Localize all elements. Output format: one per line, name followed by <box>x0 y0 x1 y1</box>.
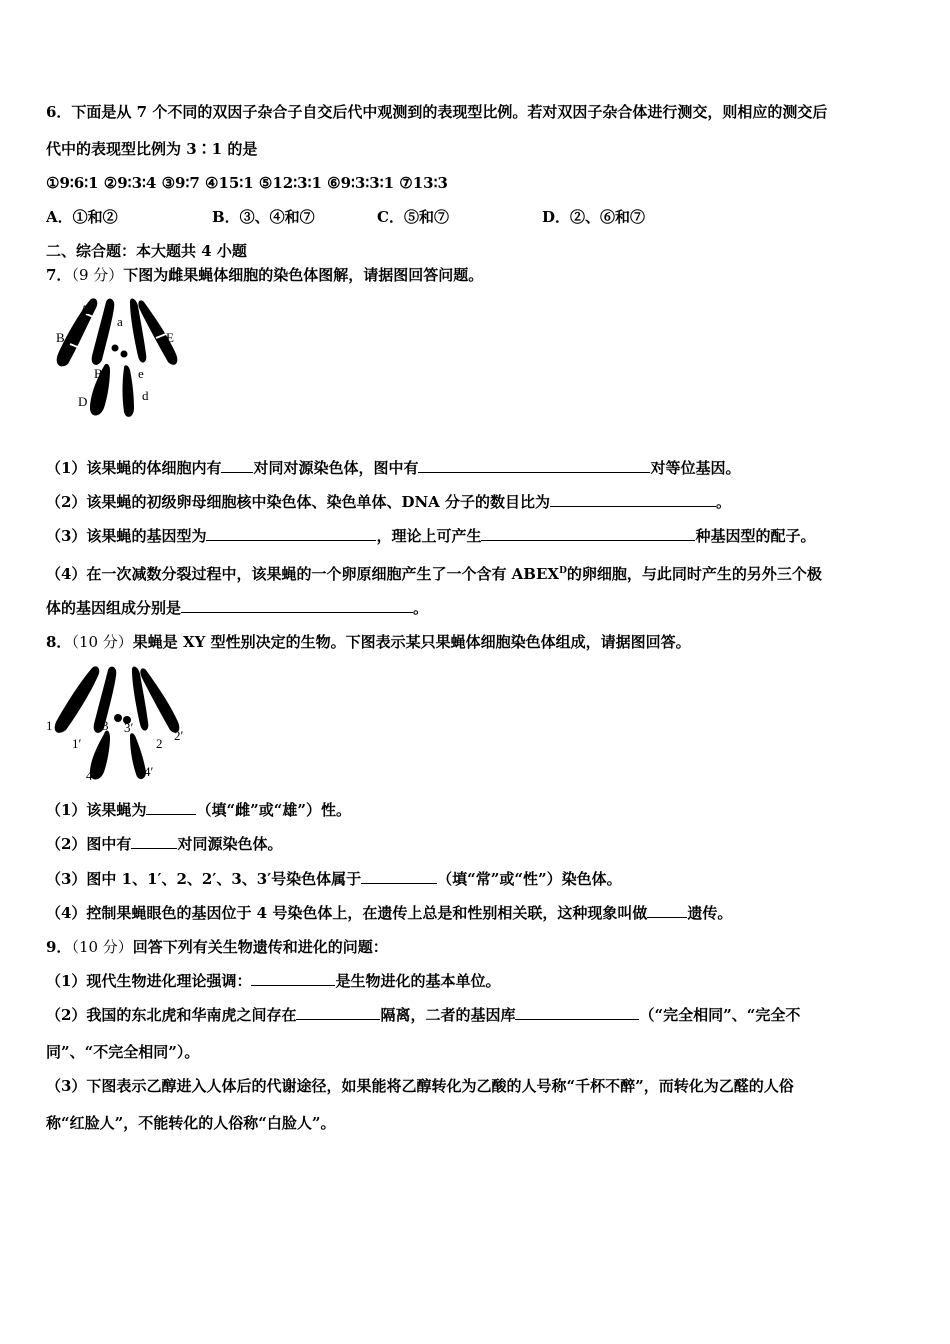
q6-ratios: ①9∶6∶1 ②9∶3∶4 ③9∶7 ④15∶1 ⑤12∶3∶1 ⑥9∶3∶3∶1 ⑦13∶3 <box>46 174 448 192</box>
answer-blank[interactable] <box>221 458 253 473</box>
label-2-prime: 2′ <box>174 728 184 743</box>
label-1-prime: 1′ <box>72 736 82 751</box>
label-B-left: B <box>56 330 65 345</box>
q9-number: 9． <box>46 938 72 956</box>
label-d: d <box>142 388 149 403</box>
answer-blank[interactable] <box>647 903 687 918</box>
answer-blank[interactable] <box>361 869 437 884</box>
answer-blank[interactable] <box>131 834 177 849</box>
q9-sub3-line1: （3）下图表示乙醇进入人体后的代谢途径，如果能将乙醇转化为乙酸的人号称“千杯不醉”，而转化为乙醛的人俗 <box>46 1077 794 1095</box>
q9-sub2-line1: （2）我国的东北虎和华南虎之间存在 隔离，二者的基因库 （“完全相同”、“完全不 <box>46 1006 801 1024</box>
label-e: e <box>138 366 144 381</box>
q8-sub1: （1）该果蝇为 （填“雌”或“雄”）性。 <box>46 801 351 819</box>
chromosome-1 <box>55 666 100 732</box>
q7-stem <box>46 265 483 285</box>
q7-sub1: （1）该果蝇的体细胞内有 对同对源染色体，图中有 对等位基因。 <box>46 459 741 477</box>
label-A: A <box>80 302 90 317</box>
label-3: 3 <box>102 718 109 733</box>
q9-points: （10 分） <box>71 938 133 956</box>
q8-sub4: （4）控制果蝇眼色的基因位于 4 号染色体上，在遗传上总是和性别相关联，这种现象叫做 遗传。 <box>46 904 733 922</box>
answer-blank[interactable] <box>550 492 716 507</box>
label-B-mid: B <box>94 366 103 381</box>
label-1: 1 <box>46 718 53 733</box>
answer-blank[interactable] <box>146 800 196 815</box>
chromosome-dot-1 <box>112 345 119 352</box>
chromosome-dot-2 <box>121 351 128 358</box>
chromosome-3 <box>114 714 122 722</box>
label-3-prime: 3′ <box>124 720 134 735</box>
answer-blank[interactable] <box>481 526 695 541</box>
q8-chromosome-figure <box>44 664 194 788</box>
q8-number: 8． <box>46 633 72 651</box>
label-4: 4 <box>86 768 93 783</box>
label-D: D <box>78 394 88 409</box>
q9-stem-text: 回答下列有关生物遗传和进化的问题： <box>132 938 388 956</box>
q8-stem <box>46 632 691 652</box>
chromosome-4 <box>90 731 110 780</box>
q8-sub2: （2）图中有 对同源染色体。 <box>46 835 283 853</box>
answer-blank[interactable] <box>515 1005 639 1020</box>
label-E: E <box>166 330 174 345</box>
answer-blank[interactable] <box>251 971 335 986</box>
q7-sub4-line2: 体的基因组成分别是 。 <box>46 599 429 617</box>
label-4-prime: 4′ <box>144 764 154 779</box>
q8-sub3: （3）图中 1、1′、2、2′、3、3′号染色体属于 （填“常”或“性”）染色体。 <box>46 870 622 888</box>
q6-option-d[interactable]: D．②、⑥和⑦ <box>542 208 646 226</box>
q6-stem-line2: 代中的表现型比例为 3∶1 的是 <box>46 140 258 158</box>
q6-option-b[interactable]: B．③、④和⑦ <box>212 208 315 226</box>
q8-points: （10 分） <box>71 633 133 651</box>
chromosome-lower-right <box>123 365 135 417</box>
q8-stem-text: 果蝇是 XY 型性别决定的生物。下图表示某只果蝇体细胞染色体组成，请据图回答。 <box>132 633 691 651</box>
q9-sub1: （1）现代生物进化理论强调： 是生物进化的基本单位。 <box>46 972 501 990</box>
answer-blank[interactable] <box>418 458 650 473</box>
answer-blank[interactable] <box>206 526 376 541</box>
q9-sub2-line2: 同”、“不完全相同”）。 <box>46 1043 200 1061</box>
q6-stem-line1: 6．下面是从 7 个不同的双因子杂合子自交后代中观测到的表现型比例。若对双因子杂合体进行测交，则相应的测交后 <box>46 103 828 121</box>
q6-option-c[interactable]: C．⑤和⑦ <box>377 208 449 226</box>
q7-stem-text: 下图为雌果蝇体细胞的染色体图解，请据图回答问题。 <box>123 266 484 284</box>
answer-blank[interactable] <box>181 598 413 613</box>
answer-blank[interactable] <box>296 1005 380 1020</box>
q7-sub2: （2）该果蝇的初级卵母细胞核中染色体、染色单体、DNA 分子的数目比为 。 <box>46 493 732 511</box>
q7-points: （9 分） <box>71 266 124 284</box>
label-2: 2 <box>156 736 163 751</box>
q7-sub4-line1: （4）在一次减数分裂过程中，该果蝇的一个卵原细胞产生了一个含有 $ABEX^D$的卵细胞，与此同时产生的另外三个极 <box>46 565 822 583</box>
q9-sub3-line2: 称“红脸人”，不能转化的人俗称“白脸人”。 <box>46 1114 336 1132</box>
q7-sub3: （3）该果蝇的基因型为 ，理论上可产生 种基因型的配子。 <box>46 527 816 545</box>
section-title: 二、综合题：本大题共 4 小题 <box>46 242 247 260</box>
q9-stem <box>46 937 388 957</box>
q6-option-a[interactable]: A．①和② <box>46 208 118 226</box>
label-a: a <box>117 314 123 329</box>
q7-chromosome-figure <box>50 294 190 422</box>
q7-number: 7． <box>46 266 72 284</box>
